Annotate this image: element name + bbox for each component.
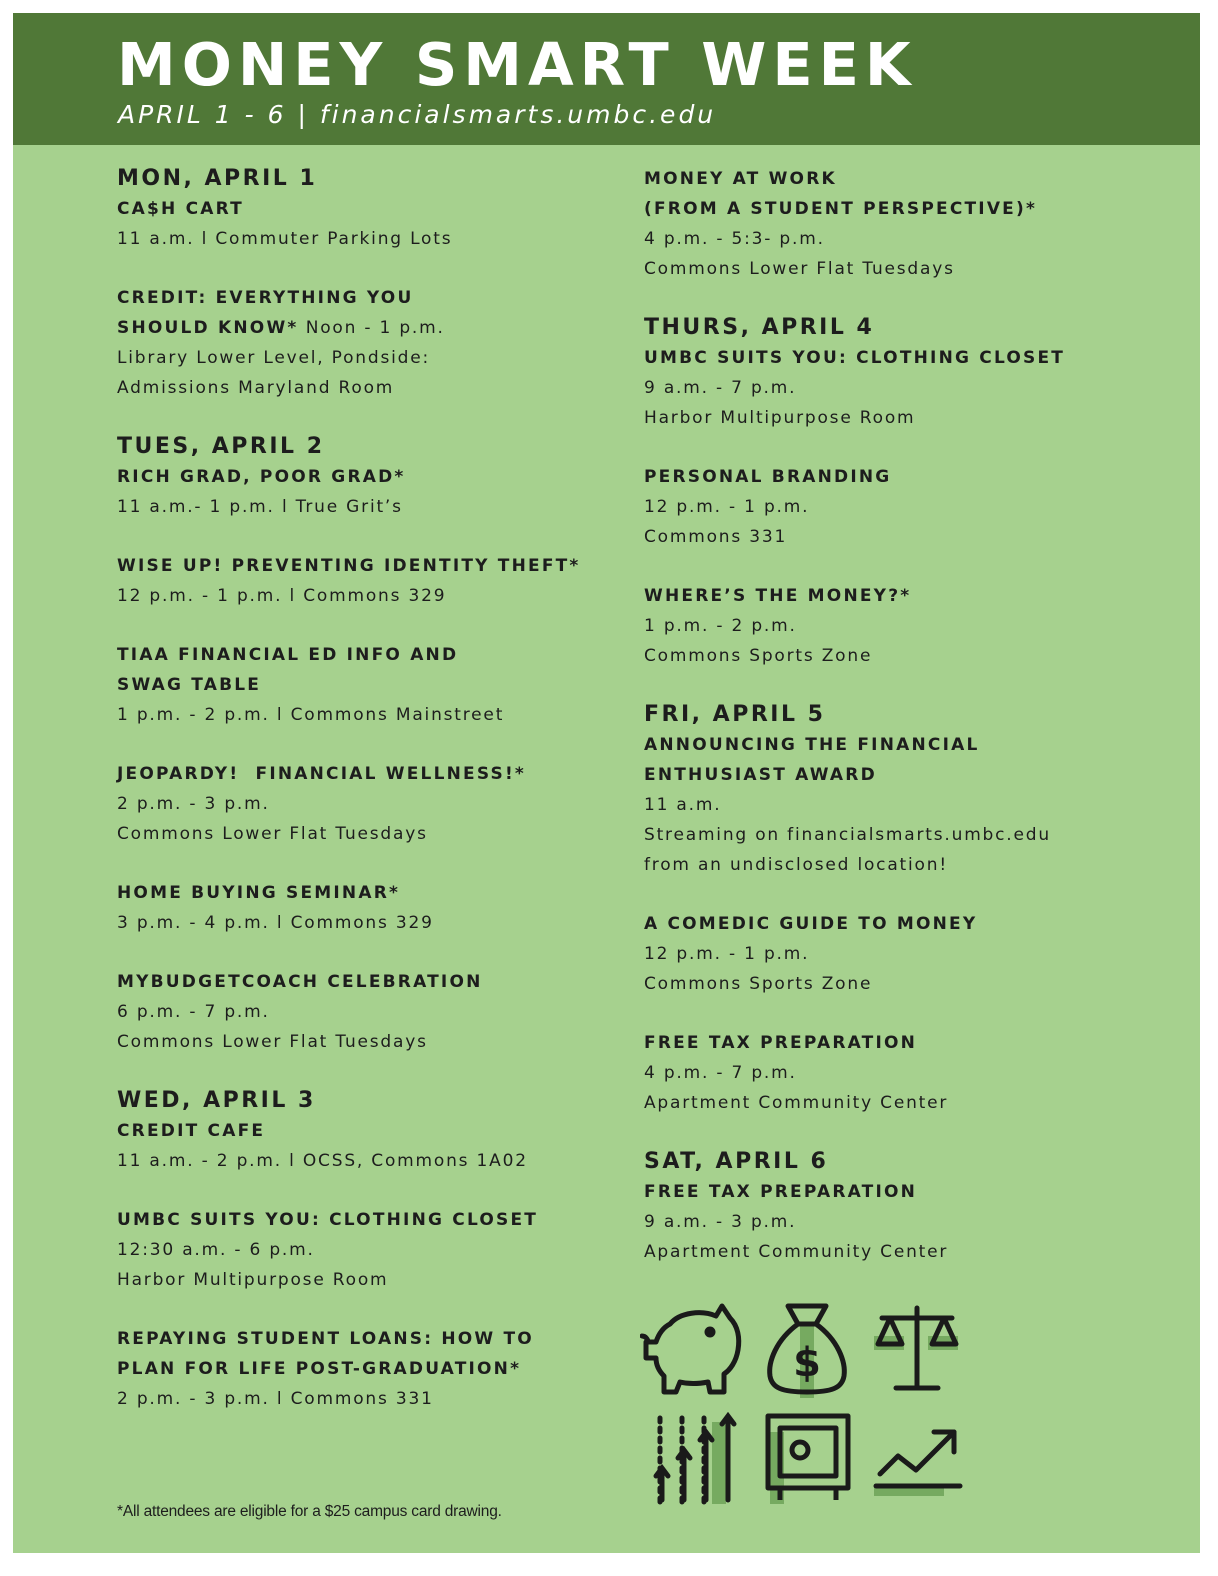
event-title: PERSONAL BRANDING — [644, 467, 892, 487]
event-title-line — [117, 313, 617, 343]
event-location: Streaming on financialsmarts.umbc.edu — [644, 825, 1051, 845]
arrows-up-icon — [652, 1412, 752, 1507]
day-heading: TUES, APRIL 2 — [117, 434, 325, 459]
event-location: from an undisclosed location! — [644, 855, 948, 875]
event-location: Harbor Multipurpose Room — [644, 408, 916, 428]
footnote: *All attendees are eligible for a $25 campus card drawing. — [117, 1503, 502, 1520]
event-title: REPAYING STUDENT LOANS: HOW TO — [117, 1329, 534, 1349]
page-title: MONEY SMART WEEK — [117, 30, 917, 99]
money-bag-icon — [762, 1296, 852, 1401]
event-clothing-closet-wed — [117, 1205, 617, 1295]
event-student-loans — [117, 1324, 617, 1414]
event-comedic-guide — [644, 909, 1164, 999]
day-tuesday — [117, 432, 617, 1057]
event-time: 9 a.m. - 7 p.m. — [644, 378, 797, 398]
schedule-right-column — [644, 164, 1164, 1296]
event-time: 1 p.m. - 2 p.m. — [644, 616, 797, 636]
event-location: Library Lower Level, Pondside: — [117, 348, 431, 368]
event-title: MYBUDGETCOACH CELEBRATION — [117, 972, 483, 992]
header-banner — [13, 13, 1200, 145]
event-credit-cafe — [117, 1116, 617, 1176]
event-time: 12 p.m. - 1 p.m. — [644, 944, 810, 964]
schedule-left-column — [117, 164, 617, 1443]
event-rich-grad — [117, 462, 617, 522]
event-location: Harbor Multipurpose Room — [117, 1270, 389, 1290]
event-tiaa — [117, 640, 617, 730]
event-title: CREDIT: EVERYTHING YOU — [117, 288, 414, 308]
event-title-part: SHOULD KNOW* — [117, 318, 299, 338]
day-heading: SAT, APRIL 6 — [644, 1149, 829, 1174]
event-money-at-work — [644, 164, 1164, 284]
event-time: 9 a.m. - 3 p.m. — [644, 1212, 797, 1232]
event-title: ANNOUNCING THE FINANCIAL — [644, 735, 980, 755]
event-time: 11 a.m. — [644, 795, 722, 815]
event-location: Commons Sports Zone — [644, 646, 873, 666]
day-heading: THURS, APRIL 4 — [644, 315, 875, 340]
trend-up-icon — [872, 1422, 967, 1502]
event-title: FREE TAX PREPARATION — [644, 1182, 918, 1202]
event-title: FREE TAX PREPARATION — [644, 1033, 918, 1053]
day-heading: FRI, APRIL 5 — [644, 702, 826, 727]
day-thursday — [644, 313, 1164, 671]
event-details: 12 p.m. - 1 p.m. l Commons 329 — [117, 586, 447, 606]
event-details: 11 a.m.- 1 p.m. l True Grit’s — [117, 497, 403, 517]
scales-icon — [872, 1300, 962, 1400]
finance-icons — [640, 1296, 970, 1511]
event-title: SWAG TABLE — [117, 675, 262, 695]
event-time: 4 p.m. - 5:3- p.m. — [644, 229, 825, 249]
event-title: TIAA FINANCIAL ED INFO AND — [117, 645, 459, 665]
event-title: RICH GRAD, POOR GRAD* — [117, 467, 406, 487]
piggy-bank-icon — [640, 1296, 750, 1401]
day-saturday — [644, 1147, 1164, 1267]
event-location: Admissions Maryland Room — [117, 378, 395, 398]
event-details: 11 a.m. l Commuter Parking Lots — [117, 229, 453, 249]
event-title: (FROM A STUDENT PERSPECTIVE)* — [644, 199, 1038, 219]
event-title: JEOPARDY! FINANCIAL WELLNESS!* — [117, 764, 527, 784]
event-location: Commons 331 — [644, 527, 788, 547]
event-details: 2 p.m. - 3 p.m. l Commons 331 — [117, 1389, 434, 1409]
event-cash-cart — [117, 194, 617, 254]
event-title: UMBC SUITS YOU: CLOTHING CLOSET — [644, 348, 1066, 368]
day-heading: WED, APRIL 3 — [117, 1088, 316, 1113]
event-title: MONEY AT WORK — [644, 169, 837, 189]
event-personal-branding — [644, 462, 1164, 552]
safe-icon — [764, 1412, 854, 1507]
event-clothing-closet-thu — [644, 343, 1164, 433]
event-credit-everything — [117, 283, 617, 403]
event-mybudgetcoach — [117, 967, 617, 1057]
event-jeopardy — [117, 759, 617, 849]
event-title: A COMEDIC GUIDE TO MONEY — [644, 914, 978, 934]
event-home-buying — [117, 878, 617, 938]
event-details: 11 a.m. - 2 p.m. l OCSS, Commons 1A02 — [117, 1151, 528, 1171]
event-title: UMBC SUITS YOU: CLOTHING CLOSET — [117, 1210, 539, 1230]
event-location: Commons Lower Flat Tuesdays — [644, 259, 955, 279]
event-title: CA$H CART — [117, 199, 244, 219]
event-free-tax-sat — [644, 1177, 1164, 1267]
event-title: HOME BUYING SEMINAR* — [117, 883, 401, 903]
event-time: 12 p.m. - 1 p.m. — [644, 497, 810, 517]
event-time: 4 p.m. - 7 p.m. — [644, 1063, 797, 1083]
event-location: Apartment Community Center — [644, 1093, 949, 1113]
event-time: Noon - 1 p.m. — [298, 318, 445, 338]
page-subtitle: APRIL 1 - 6 | financialsmarts.umbc.edu — [118, 100, 717, 129]
day-monday — [117, 164, 617, 403]
event-location: Commons Lower Flat Tuesdays — [117, 1032, 428, 1052]
event-title: CREDIT CAFE — [117, 1121, 266, 1141]
event-title: ENTHUSIAST AWARD — [644, 765, 877, 785]
event-time: 2 p.m. - 3 p.m. — [117, 794, 270, 814]
event-title: PLAN FOR LIFE POST-GRADUATION* — [117, 1359, 522, 1379]
event-details: 1 p.m. - 2 p.m. l Commons Mainstreet — [117, 705, 505, 725]
event-wheres-the-money — [644, 581, 1164, 671]
day-friday — [644, 700, 1164, 1118]
event-location: Apartment Community Center — [644, 1242, 949, 1262]
event-details: 3 p.m. - 4 p.m. l Commons 329 — [117, 913, 434, 933]
event-location: Commons Sports Zone — [644, 974, 873, 994]
event-time: 6 p.m. - 7 p.m. — [117, 1002, 270, 1022]
event-time: 12:30 a.m. - 6 p.m. — [117, 1240, 315, 1260]
event-location: Commons Lower Flat Tuesdays — [117, 824, 428, 844]
event-free-tax-fri — [644, 1028, 1164, 1118]
event-wise-up — [117, 551, 617, 611]
event-title: WISE UP! PREVENTING IDENTITY THEFT* — [117, 556, 581, 576]
day-wednesday — [117, 1086, 617, 1414]
event-financial-enthusiast-award — [644, 730, 1164, 880]
day-heading: MON, APRIL 1 — [117, 166, 318, 191]
event-title: WHERE’S THE MONEY?* — [644, 586, 912, 606]
svg-text:$: $ — [793, 1340, 821, 1386]
